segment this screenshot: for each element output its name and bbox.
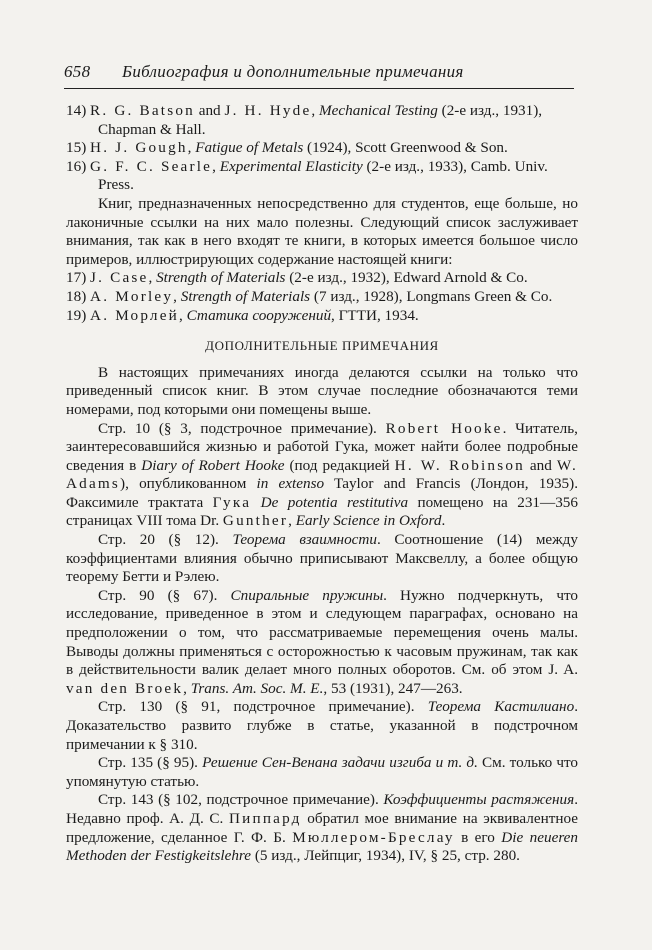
reference-list-students [66,269,578,325]
reference-item: 19) А. Морлей, Статика сооружений, ГТТИ, 1934. [66,306,419,324]
reference-item: 18) A. Morley, Strength of Materials (7 изд., 1928), Longmans Green & Co. [66,287,553,305]
note-saint-venant: Стр. 135 (§ 95). Решение Сен-Венана задачи изгиба и т. д. См. только что упомянутую статью. [66,754,578,790]
students-paragraph: Книг, предназначенных непосредственно для студентов, еще больше, но лаконичные ссылки на них мало полезны. Следующий список заслуживает внимания, так как в него входят те книги, в которых имеется большое число примеров, иллюстрирующих содержание настоящей книги: [66,194,578,268]
reference-item: 16) G. F. C. Searle, Experimental Elasticity (2-е изд., 1933), Camb. Univ. Press. [66,157,548,194]
reference-item: 15) H. J. Gough, Fatigue of Metals (1924), Scott Greenwood & Son. [66,139,508,157]
reference-item: 17) J. Case, Strength of Materials (2-е изд., 1932), Edward Arnold & Co. [66,269,528,287]
note-castigliano: Стр. 130 (§ 91, подстрочное примечание). Теорема Кастилиано. Доказательство развито глубже в статье, указанной в подстрочном примечании к § 310. [66,698,578,753]
note-reciprocal-theorem: Стр. 20 (§ 12). Теорема взаимности. Соотношение (14) между коэффициентами влияния обычно приписывают Максвеллу, а более общую теорему Бетти и Рэлею. [66,531,578,586]
note-spiral-springs: Стр. 90 (§ 67). Спиральные пружины. Нужно подчеркнуть, что исследование, приведенное в этом и следующем параграфах, основано на предположении о том, что рассматриваемые перемещения очень малы. Выводы должны применяться с осторожностью к часовым пружинам, так как в действительности валик делает много полных оборотов. См. об этом J. A. van den Broek, Trans. Am. Soc. M. E., 53 (1931), 247—263. [66,586,578,697]
note-hooke: Стр. 10 (§ 3, подстрочное примечание). Robert Hooke. Читатель, заинтересовавшийся жизнью и работой Гука, может найти более подробные сведения в Diary of Robert Hooke (под редакцией H. W. Robinson and W. Adams), опубликованном in extenso Taylor and Francis (Лондон, 1935). Факсимиле трактата Гука De potentia restitutiva помещено на 231—356 страницах VIII тома Dr. Gunther, Early Science in Oxford. [66,419,578,530]
note-extension-coefficients: Стр. 143 (§ 102, подстрочное примечание). Коэффициенты растяжения. Недавно проф. А. Д. С. Пиппард обратил мое внимание на эквивалентное предложение, сделанное Г. Ф. Б. Мюллером-Бреслау в его Die neueren Methoden der Festigkeitslehre (5 изд., Лейпциг, 1934), IV, § 25, стр. 280. [66,791,578,865]
reference-list-general [66,102,578,195]
running-header [64,62,574,89]
page-number: 658 [64,62,91,81]
page-body [66,102,578,866]
running-title: Библиография и дополнительные примечания [122,62,464,81]
section-title: ДОПОЛНИТЕЛЬНЫЕ ПРИМЕЧАНИЯ [205,338,439,354]
intro-paragraph: В настоящих примечаниях иногда делаются ссылки на только что приведенный список книг. В этом случае последние обозначаются теми номерами, под которыми они помещены выше. [66,363,578,418]
reference-item: 14) R. G. Batson and J. H. Hyde, Mechanical Testing (2-е изд., 1931), Chapman & Hall. [66,102,543,138]
